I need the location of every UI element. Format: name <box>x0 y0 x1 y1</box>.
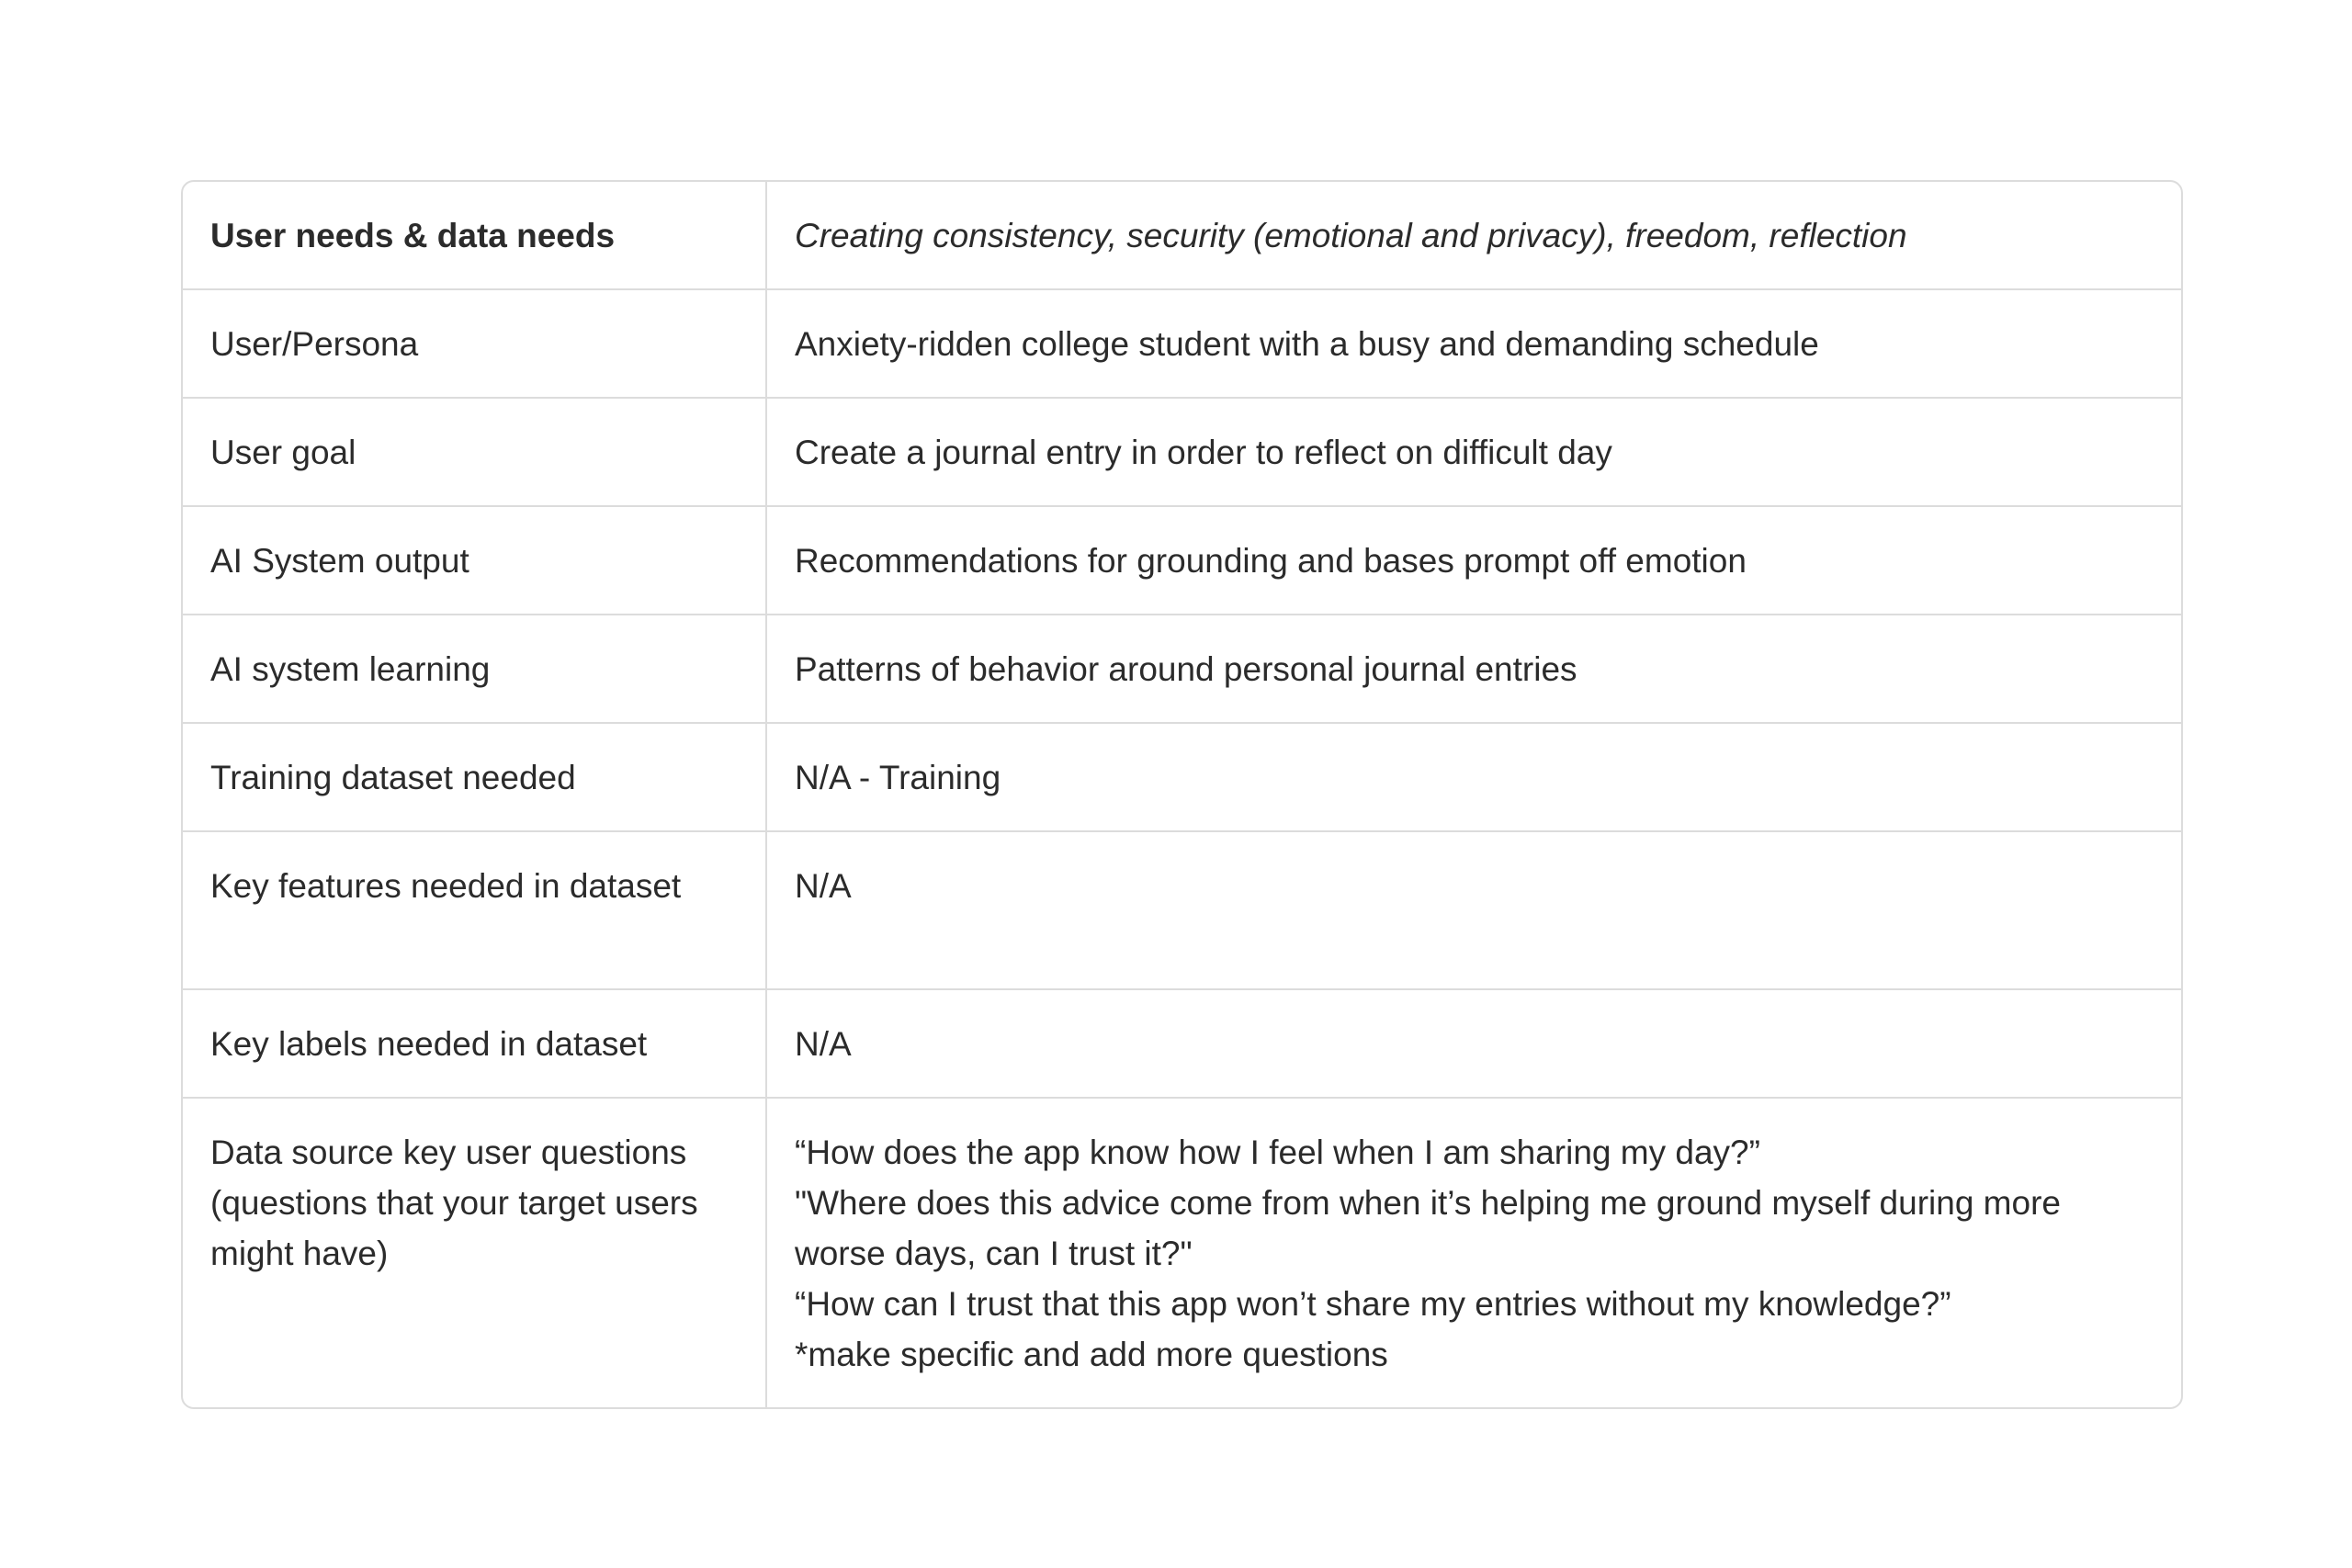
header-label-cell: User needs & data needs <box>183 182 766 289</box>
table-row-key-features <box>183 831 2181 989</box>
label-line: Data source key user questions <box>210 1134 687 1171</box>
label-line: (questions that your target users <box>210 1184 698 1222</box>
question-line: “How can I trust that this app won’t share my entries without my knowledge?” <box>795 1285 1951 1323</box>
row-value <box>766 1098 2181 1407</box>
table-row-key-labels <box>183 989 2181 1098</box>
row-value: Anxiety-ridden college student with a busy and demanding schedule <box>766 289 2181 398</box>
note-line: *make specific and add more questions <box>795 1336 1388 1373</box>
table-row-ai-system-output <box>183 506 2181 615</box>
table-row-training-dataset <box>183 723 2181 831</box>
label-line: might have) <box>210 1235 389 1272</box>
row-value: Recommendations for grounding and bases prompt off emotion <box>766 506 2181 615</box>
question-line: "Where does this advice come from when it’s helping me ground myself during more <box>795 1184 2061 1222</box>
table-row-user-goal <box>183 398 2181 506</box>
row-label: User goal <box>183 398 766 506</box>
table-row-data-source-questions <box>183 1098 2181 1407</box>
row-value: N/A <box>766 831 2181 989</box>
row-label <box>183 1098 766 1407</box>
row-value: Create a journal entry in order to reflect on difficult day <box>766 398 2181 506</box>
row-value: Patterns of behavior around personal journal entries <box>766 615 2181 723</box>
row-label: Training dataset needed <box>183 723 766 831</box>
table-row-ai-system-learning <box>183 615 2181 723</box>
row-label: AI system learning <box>183 615 766 723</box>
user-needs-table <box>181 180 2183 1409</box>
data-table <box>183 182 2181 1407</box>
row-value: N/A - Training <box>766 723 2181 831</box>
table-header-row <box>183 182 2181 289</box>
question-line: “How does the app know how I feel when I am sharing my day?” <box>795 1134 1760 1171</box>
question-line: worse days, can I trust it?" <box>795 1235 1193 1272</box>
row-label: AI System output <box>183 506 766 615</box>
row-label: Key features needed in dataset <box>183 831 766 989</box>
row-label: Key labels needed in dataset <box>183 989 766 1098</box>
row-label: User/Persona <box>183 289 766 398</box>
table-row-user-persona <box>183 289 2181 398</box>
row-value: N/A <box>766 989 2181 1098</box>
header-value-cell: Creating consistency, security (emotional and privacy), freedom, reflection <box>766 182 2181 289</box>
